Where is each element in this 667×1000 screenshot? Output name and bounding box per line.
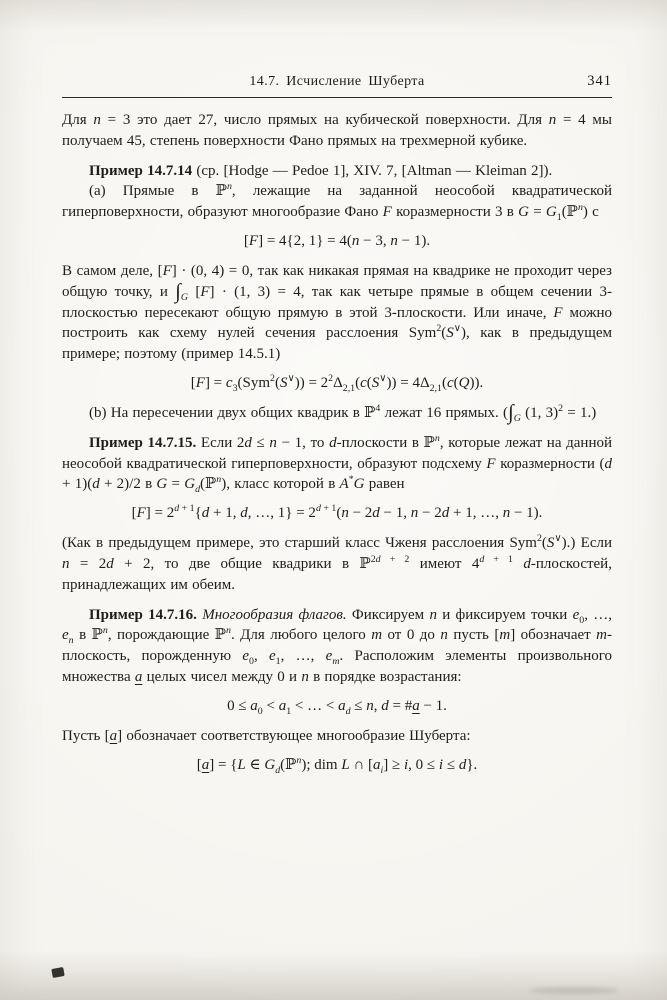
text-run: лежат 16 прямых. ( (380, 404, 508, 421)
text-run: a (109, 727, 118, 744)
text-run: e (242, 648, 250, 665)
text-run: = 2 (69, 555, 107, 572)
text-run: S (371, 374, 380, 391)
text-run: )). (469, 374, 484, 391)
text-run: G (545, 204, 557, 221)
math-formula (62, 503, 612, 524)
text-run: c (225, 374, 233, 391)
text-run: a (201, 756, 210, 773)
text-run: в (73, 627, 92, 644)
text-run: в порядке возрастания: (308, 668, 462, 685)
text-run: 2 (558, 402, 564, 414)
text-run: ∈ (245, 756, 265, 773)
text-run: S (546, 535, 555, 552)
text-run: L (237, 756, 246, 773)
text-run: -плоскость, порожденную (62, 627, 612, 665)
text-run: 1 (286, 705, 292, 717)
text-run: n (440, 627, 448, 644)
text-run: 2 (536, 533, 542, 545)
text-run: 2,1 (342, 382, 356, 394)
text-run: ), как в предыдущем примере; поэтому (пример 14.5.1) (62, 325, 612, 363)
text-run: + 1 (484, 553, 513, 565)
text-run: − 3, (359, 232, 391, 249)
text-run: + 2, то две общие квадрики в (113, 555, 360, 572)
text-run: равен (364, 476, 405, 493)
text-run: 1 (556, 212, 562, 224)
text-run: ℙ (359, 555, 371, 572)
text-run: Если 2 (196, 434, 245, 451)
text-run: = (167, 476, 185, 493)
text-run: n (410, 505, 419, 522)
page-number: 341 (587, 73, 612, 89)
text-run: n (226, 181, 232, 193)
text-paragraph (62, 261, 612, 365)
text-run: n (577, 202, 583, 214)
text-run: n (226, 625, 231, 637)
text-run: < … < (291, 697, 339, 714)
text-run: d (244, 434, 252, 451)
text-run: 0 (579, 614, 585, 626)
text-run: , которые лежат на данной неособой квадратической гиперповерхности, образуют подсхему (62, 434, 612, 472)
text-run: ( (274, 374, 280, 391)
text-run: , лежащие на заданной неособой квадратической гиперповерхности, образуют многообразие Фано (62, 183, 612, 221)
text-run: < (262, 697, 279, 714)
text-run: 0 (249, 656, 254, 668)
text-paragraph (62, 181, 612, 223)
text-run: A (339, 476, 349, 493)
text-run: Пример 14.7.16. (89, 606, 197, 623)
text-run: G (156, 476, 168, 493)
text-run: ℙ (423, 434, 435, 451)
text-run: ( (453, 374, 459, 391)
text-run: (Как в предыдущем примере, это старший класс Чженя расслоения Sym (62, 535, 537, 552)
text-run: − 1). (397, 232, 431, 249)
math-formula (62, 755, 612, 776)
text-run: ] · (0, 4) = 0, так как никакая прямая на квадрике не проходит через общую точку, и (62, 262, 612, 300)
text-run: (a) Прямые в (89, 183, 216, 200)
text-run: ∫ (175, 278, 181, 303)
text-run: n (434, 432, 440, 444)
text-run: ∨ (453, 323, 461, 335)
text-run: 2 (370, 553, 376, 565)
text-run: n (62, 555, 70, 572)
text-run: ≤ (350, 697, 367, 714)
text-run: m (596, 627, 607, 644)
text-run: , …, (584, 606, 613, 623)
text-paragraph (62, 161, 612, 182)
text-run: Пусть [ (62, 727, 110, 744)
text-run: a (373, 756, 381, 773)
text-run: ≤ (443, 756, 459, 773)
text-run: G (518, 204, 529, 221)
text-run: ] = 2 (145, 505, 175, 522)
text-run: d (458, 756, 467, 773)
text-run: n (429, 606, 437, 623)
text-run: F (195, 374, 205, 391)
text-run: L (341, 756, 350, 773)
text-run: [ (243, 232, 249, 249)
text-run: ] ≥ (383, 756, 404, 773)
text-run: (ℙ (280, 756, 297, 773)
text-run: − 2 (418, 505, 442, 522)
text-run: e (325, 648, 333, 665)
text-run: = # (388, 697, 413, 714)
math-formula (62, 696, 612, 717)
text-run: n (366, 697, 374, 714)
text-run: + 1 (320, 503, 337, 515)
text-run: G (513, 412, 521, 424)
text-run: 2 (270, 372, 275, 384)
text-run: = 4 мы получаем 45, степень поверхности Фано прямых на трехмерной кубике. (62, 112, 612, 149)
text-run: e (572, 606, 580, 623)
text-run: F (248, 232, 259, 249)
text-run: a (412, 697, 420, 714)
text-run: = 3 это дает 27, число прямых на кубической поверхности. Для (100, 112, 549, 128)
text-run: d (523, 555, 531, 572)
text-run: , (373, 697, 382, 714)
text-run: G (184, 476, 196, 493)
text-run: ≤ (251, 434, 270, 451)
text-run: ( (336, 505, 342, 522)
text-run: ( (366, 374, 372, 391)
text-run: a (250, 697, 258, 714)
text-run: ∨ (379, 372, 387, 384)
text-run: )) = 4Δ (386, 374, 430, 391)
text-run: ] обозначает соответствующее многообразие Шуберта: (117, 727, 471, 744)
text-run: + 2 (380, 553, 410, 565)
page-blocks (62, 110, 612, 776)
text-run: имеют 4 (409, 555, 480, 572)
text-run: ℙ (214, 627, 227, 644)
text-run: F (382, 204, 392, 221)
text-run: ℙ (364, 404, 376, 421)
text-run: 2 (436, 323, 442, 335)
text-run: d (240, 505, 248, 522)
text-run: целых чисел между 0 и (142, 668, 302, 685)
text-run: d (174, 503, 180, 515)
text-run: ] = { (209, 756, 238, 773)
text-run: ] = 4{2, 1} = 4( (258, 232, 352, 249)
text-run: m (371, 627, 383, 644)
text-run: пусть [ (447, 627, 500, 644)
text-run: ( (441, 374, 447, 391)
text-run: n (269, 434, 277, 451)
text-run: d (441, 505, 450, 522)
text-run: коразмерности ( (495, 455, 605, 472)
text-paragraph (62, 533, 612, 595)
text-run: + 1, (209, 505, 241, 522)
text-run: (ср. [Hodge — Pedoe 1], XIV. 7, [Altman — Kleiman 2]). (192, 162, 553, 179)
text-run: G (353, 476, 365, 493)
text-run: ( (541, 535, 547, 552)
text-run: -плоскостей, принадлежащих им обеим. (62, 555, 612, 593)
text-run: (ℙ (561, 204, 578, 221)
text-run: d (315, 503, 321, 515)
text-run: + 1)( (62, 476, 93, 493)
text-run: F (553, 304, 563, 321)
text-run: − 1. (419, 697, 447, 714)
text-run: n (390, 232, 398, 249)
text-run: , порождающие (107, 627, 215, 644)
text-run: от 0 до (382, 627, 441, 644)
text-run: ); dim (301, 756, 342, 773)
text-paragraph (62, 110, 612, 152)
text-run: ), класс которой в (221, 476, 340, 493)
text-run (513, 556, 523, 572)
text-run: d (345, 705, 351, 717)
text-run: . Для любого целого (230, 627, 372, 644)
text-run: [ (190, 374, 196, 391)
text-run: n (216, 474, 222, 486)
text-run: c (360, 374, 367, 391)
text-run: d (372, 505, 380, 522)
text-paragraph (62, 605, 612, 688)
text-run: 3 (232, 382, 238, 394)
text-run: Пример 14.7.15. (89, 434, 197, 451)
text-run: ∨ (554, 533, 562, 545)
text-run: d (201, 505, 210, 522)
text-run: d (604, 455, 613, 472)
section-title: 14.7. Исчисление Шуберта (249, 74, 425, 89)
text-run: ( (441, 325, 447, 342)
text-run: ℙ (91, 627, 103, 644)
text-run: , (253, 648, 269, 665)
text-run: (Sym (237, 374, 271, 391)
text-run: , 0 ≤ (408, 756, 439, 773)
text-run: 1 (275, 656, 281, 668)
text-run: a (338, 697, 346, 714)
text-run: n (502, 505, 511, 522)
text-run: = (528, 204, 546, 221)
text-run: Q (458, 374, 470, 391)
text-run: m (499, 627, 511, 644)
text-run: S (279, 374, 288, 391)
text-run: n (68, 635, 74, 647)
text-run: коразмерности 3 в (391, 204, 519, 221)
text-run: [ (131, 505, 137, 522)
text-run: ] = (204, 374, 226, 391)
text-run: (b) На пересечении двух общих квадрик в (89, 404, 365, 421)
text-run: (ℙ (200, 476, 217, 493)
text-run: Для (62, 112, 94, 128)
text-run: d (479, 553, 485, 565)
text-run: ℙ (215, 183, 227, 200)
text-run: F (136, 505, 146, 522)
text-run: d (381, 697, 389, 714)
text-run: 0 (257, 705, 263, 717)
text-run: a (134, 668, 143, 685)
text-run: n (301, 668, 309, 685)
text-run: ( (355, 374, 361, 391)
text-run: * (348, 474, 354, 486)
text-run: G (180, 291, 189, 303)
text-run: 2 (328, 372, 334, 384)
text-run: ] обозначает (510, 627, 597, 644)
text-run: F (200, 283, 210, 300)
text-run: − 1, (379, 505, 411, 522)
text-run: ] · (1, 3) = 4, так как четыре прямые в общем сечении 3-плоскостью пересекают общую прямую в этой 3-плоскости. Или иначе, (62, 283, 612, 321)
text-run: )) = 2 (294, 374, 329, 391)
text-run: и фиксируем точки (436, 606, 573, 623)
text-run: i (438, 756, 444, 773)
page-header (62, 74, 612, 98)
text-run: − 2 (348, 505, 373, 522)
text-run: m (332, 656, 340, 668)
text-run: i (404, 756, 409, 773)
text-run: + 1 (179, 503, 195, 515)
text-run: n (296, 754, 302, 766)
text-run: a (278, 697, 287, 714)
text-run: e (269, 648, 276, 665)
page-content (62, 74, 612, 785)
text-run: ∩ [ (349, 756, 374, 773)
text-run: d (92, 476, 100, 493)
text-run: можно построить как схему нулей сечения расслоения Sym (62, 304, 612, 342)
text-run: e (62, 627, 69, 644)
text-run: }. (466, 756, 478, 773)
text-run: [ (196, 756, 202, 773)
text-paragraph (62, 400, 612, 425)
text-run: -плоскости в (336, 434, 424, 451)
text-run: S (446, 325, 454, 342)
text-run: Δ (333, 374, 343, 391)
text-paragraph (62, 433, 612, 495)
text-run: Фиксируем (346, 606, 430, 623)
text-run: + 2)/2 в (99, 476, 157, 493)
text-run: 0 ≤ (227, 697, 251, 714)
text-run: c (446, 374, 454, 391)
text-run: d (329, 434, 337, 451)
text-paragraph (62, 726, 612, 747)
text-run: [ (188, 283, 201, 300)
text-run: d (375, 553, 381, 565)
text-run: − 1). (510, 505, 543, 522)
math-formula (62, 231, 612, 252)
text-run: 2,1 (429, 382, 442, 394)
text-run: ∫ (507, 400, 514, 425)
text-run: G (264, 756, 276, 773)
text-run: 4 (375, 402, 381, 414)
text-run: − 1, то (276, 434, 330, 451)
text-run: , …, 1} = 2 (247, 505, 316, 522)
text-run: d (106, 555, 114, 572)
text-run: Пример 14.7.14 (89, 162, 193, 179)
text-run: i (380, 764, 384, 776)
text-run: d (275, 764, 281, 776)
scan-artifact-smudge (529, 987, 619, 994)
text-run: F (486, 455, 496, 472)
text-run: (1, 3) (520, 404, 559, 421)
text-run: n (351, 232, 360, 249)
text-run: d (195, 484, 201, 496)
text-run: ) с (582, 204, 599, 221)
text-run: = 1.) (563, 404, 597, 421)
text-run: n (93, 112, 101, 128)
text-run: , …, (280, 648, 326, 665)
text-run: n (341, 505, 349, 522)
text-run: ∨ (287, 372, 295, 384)
text-run: n (548, 112, 557, 128)
text-run: + 1, …, (449, 505, 503, 522)
text-run: F (162, 262, 172, 279)
text-run: В самом деле, [ (62, 262, 163, 279)
text-run: n (102, 625, 108, 637)
text-run: { (194, 505, 202, 522)
text-run: ).) Если (561, 535, 612, 552)
text-run: Многообразия флагов. (196, 606, 347, 623)
scan-artifact-mark (51, 967, 64, 978)
text-run: . Расположим элементы произвольного множества (62, 648, 613, 685)
math-formula (62, 373, 612, 394)
